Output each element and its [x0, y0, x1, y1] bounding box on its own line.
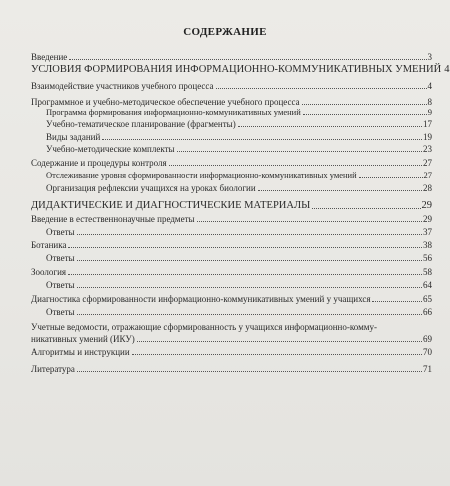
toc-entry[interactable]: [31, 52, 432, 62]
toc-subentry[interactable]: [46, 170, 432, 180]
dot-leader: [132, 353, 422, 355]
toc-subentry[interactable]: [46, 132, 432, 142]
toc-subentry[interactable]: [46, 253, 432, 263]
toc-entry[interactable]: [31, 214, 432, 224]
toc-entry-label: Учебно-тематическое планирование (фрагменты): [46, 119, 236, 129]
toc-subentry[interactable]: [46, 227, 432, 237]
toc-entry-label: Учебно-методические комплекты: [46, 144, 175, 154]
toc-entry[interactable]: [31, 364, 432, 374]
toc-entry-page: 56: [423, 253, 432, 263]
toc-entry-page: 8: [427, 97, 432, 107]
toc-subentry[interactable]: [46, 183, 432, 193]
toc-entry-page: 9: [427, 107, 432, 117]
toc-entry[interactable]: [31, 294, 432, 304]
toc-entry-label-line1[interactable]: Учетные ведомости, отражающие сформированность у учащихся информационно-комму-: [31, 322, 377, 332]
toc-entry-label: Содержание и процедуры контроля: [31, 158, 167, 168]
toc-entry-label: никативных умений (ИКУ): [31, 334, 135, 344]
toc-entry-page: 58: [423, 267, 432, 277]
toc-entry-label: Ботаника: [31, 240, 67, 250]
dot-leader: [258, 189, 422, 191]
toc-entry-page: 27: [423, 170, 432, 180]
toc-entry-page: 37: [423, 227, 432, 237]
dot-leader: [303, 113, 427, 115]
toc-subentry[interactable]: [46, 307, 432, 317]
dot-leader: [68, 273, 422, 275]
toc-entry[interactable]: [31, 97, 432, 107]
toc-entry-page: 3: [427, 52, 432, 62]
toc-entry-page: 66: [423, 307, 432, 317]
toc-entry-label: Ответы: [46, 280, 75, 290]
dot-leader: [137, 340, 422, 342]
dot-leader: [238, 125, 422, 127]
toc-entry[interactable]: [31, 347, 432, 357]
dot-leader: [177, 150, 422, 152]
dot-leader: [372, 300, 422, 302]
toc-entry-label: Ответы: [46, 253, 75, 263]
toc-entry-label: Введение в естественнонаучные предметы: [31, 214, 195, 224]
toc-entry-label: Отслеживание уровня сформированности информационно-коммуникативных умений: [46, 170, 357, 180]
dot-leader: [359, 176, 423, 178]
dot-leader: [102, 138, 422, 140]
toc-section-heading[interactable]: [31, 64, 450, 75]
dot-leader: [77, 233, 422, 235]
toc-entry[interactable]: [31, 81, 432, 91]
toc-subentry[interactable]: [46, 119, 432, 129]
toc-entry-label: Виды заданий: [46, 132, 101, 142]
toc-entry-page: 71: [423, 364, 432, 374]
toc-entry[interactable]: [31, 158, 432, 168]
toc-entry-page: 28: [423, 183, 432, 193]
dot-leader: [302, 103, 427, 105]
toc-entry[interactable]: [31, 267, 432, 277]
toc-entry-label: Введение: [31, 52, 68, 62]
toc-entry-page: 70: [423, 347, 432, 357]
toc-entry-label: Зоология: [31, 267, 67, 277]
toc-entry-page: 27: [423, 158, 432, 168]
toc-entry-label: Взаимодействие участников учебного процесса: [31, 81, 214, 91]
toc-entry[interactable]: [31, 240, 432, 250]
toc-entry-page: 64: [423, 280, 432, 290]
toc-entry-page: 38: [423, 240, 432, 250]
toc-entry-page: 17: [423, 119, 432, 129]
dot-leader: [77, 286, 422, 288]
dot-leader: [77, 259, 422, 261]
toc-entry[interactable]: [31, 334, 432, 344]
toc-entry-page: 65: [423, 294, 432, 304]
toc-entry-page: 69: [423, 334, 432, 344]
dot-leader: [197, 220, 422, 222]
toc-entry-label: Литература: [31, 364, 75, 374]
toc-entry-label: Организация рефлексии учащихся на уроках биологии: [46, 183, 256, 193]
toc-entry-label: Алгоритмы и инструкции: [31, 347, 130, 357]
toc-entry-page: 19: [423, 132, 432, 142]
dot-leader: [312, 207, 420, 209]
toc-entry-label: Программное и учебно-методическое обеспечение учебного процесса: [31, 97, 300, 107]
toc-entry-label: УСЛОВИЯ ФОРМИРОВАНИЯ ИНФОРМАЦИОННО-КОММУНИКАТИВНЫХ УМЕНИЙ: [31, 64, 442, 75]
dot-leader: [77, 370, 422, 372]
dot-leader: [77, 313, 422, 315]
toc-entry-page: 29: [423, 214, 432, 224]
toc-entry-page: 4: [427, 81, 432, 91]
toc-entry-label: Ответы: [46, 307, 75, 317]
toc-subentry[interactable]: [46, 144, 432, 154]
dot-leader: [68, 246, 422, 248]
page-title: СОДЕРЖАНИЕ: [183, 26, 267, 38]
toc-entry-label: ДИДАКТИЧЕСКИЕ И ДИАГНОСТИЧЕСКИЕ МАТЕРИАЛЫ: [31, 200, 311, 211]
dot-leader: [169, 164, 422, 166]
toc-entry-label: Программа формирования информационно-коммуникативных умений: [46, 107, 301, 117]
toc-entry-page: 29: [421, 200, 432, 211]
toc-entry-page: 4: [444, 64, 450, 75]
toc-section-heading[interactable]: [31, 200, 432, 211]
dot-leader: [69, 58, 426, 60]
toc-entry-page: 23: [423, 144, 432, 154]
toc-subentry[interactable]: [46, 107, 432, 117]
dot-leader: [216, 87, 427, 89]
toc-entry-label: Ответы: [46, 227, 75, 237]
toc-entry-label: Диагностика сформированности информационно-коммуникативных умений у учащихся: [31, 294, 371, 304]
toc-subentry[interactable]: [46, 280, 432, 290]
